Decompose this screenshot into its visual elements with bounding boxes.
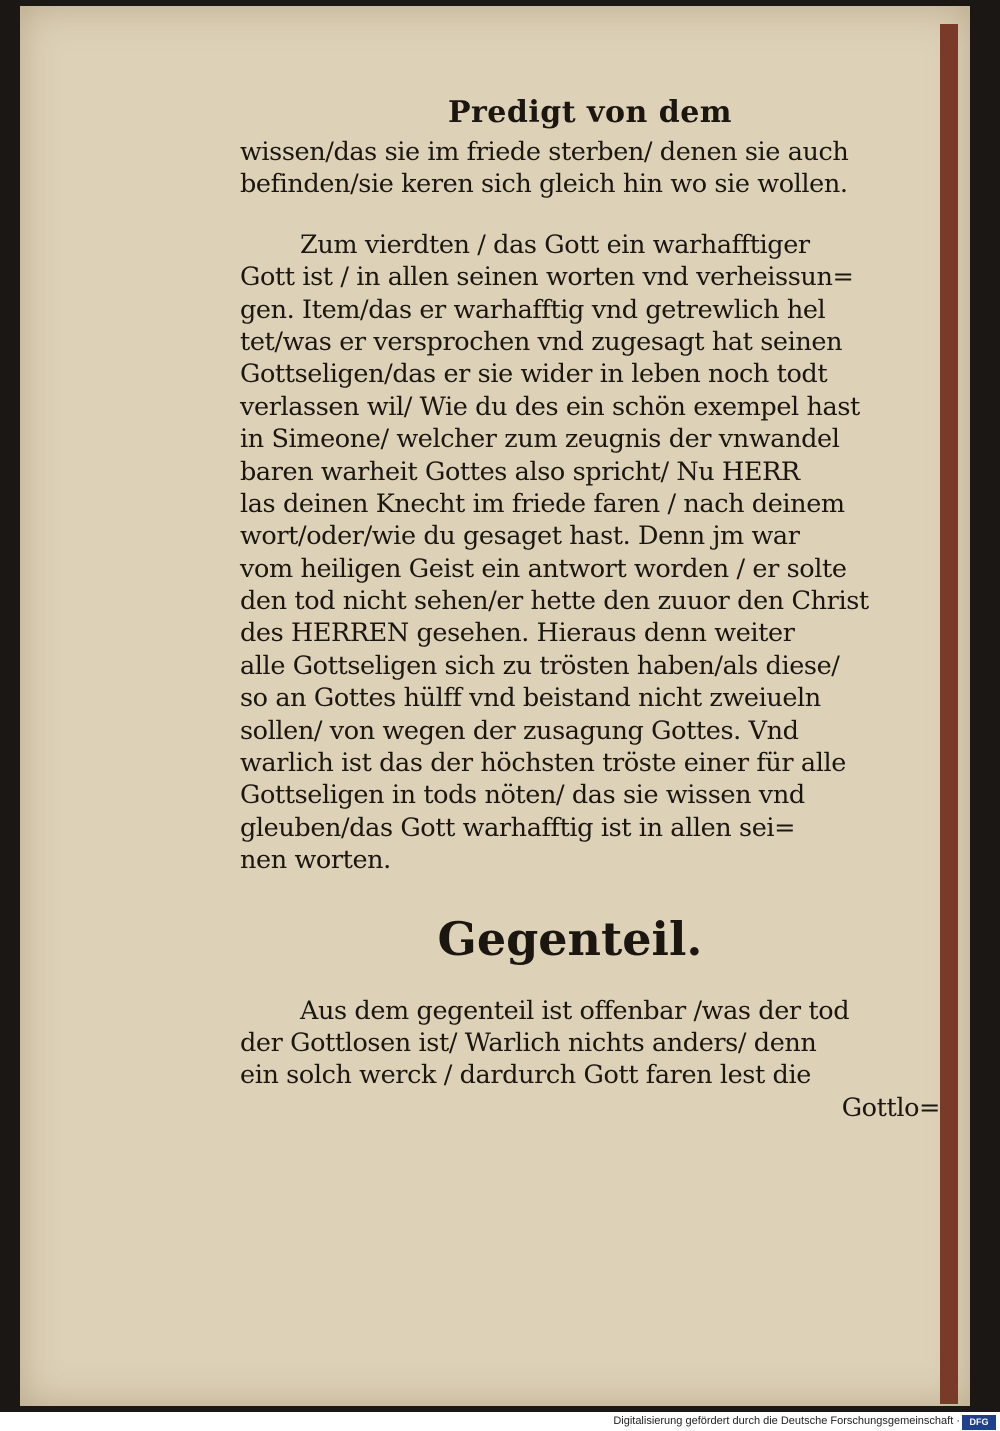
text-line: alle Gottseligen sich zu trösten haben/als diese/ — [240, 650, 840, 681]
running-head: Predigt von dem — [447, 95, 733, 130]
paragraph-3 — [240, 995, 940, 1125]
text-line: gen. Item/das er warhafftig vnd getrewlich hel — [240, 294, 826, 325]
text-line: Gott ist / in allen seinen worten vnd verheissun= — [240, 262, 854, 293]
page-edge — [940, 24, 958, 1404]
text-line: wissen/das sie im friede sterben/ denen sie auch — [240, 137, 849, 167]
paragraph-1 — [240, 136, 940, 201]
footer-bar — [0, 1412, 1000, 1431]
text-line: in Simeone/ welcher zum zeugnis der vnwandel — [240, 424, 840, 455]
text-line: verlassen wil/ Wie du des ein schön exempel hast — [240, 391, 860, 422]
catchword: Gottlo= — [841, 1092, 940, 1123]
text-line: der Gottlosen ist/ Warlich nichts anders/ denn — [240, 1027, 817, 1058]
text-line: wort/oder/wie du gesaget hast. Denn jm war — [240, 521, 800, 552]
text-line: las deinen Knecht im friede faren / nach deinem — [240, 488, 845, 519]
text-line: Gottseligen/das er sie wider in leben noch todt — [240, 359, 828, 390]
text-line: befinden/sie keren sich gleich hin wo sie wollen. — [240, 169, 848, 200]
text-line: sollen/ von wegen der zusagung Gottes. Vnd — [240, 715, 799, 746]
footer-credit: Digitalisierung gefördert durch die Deutsche Forschungsgemeinschaft · — [613, 1415, 960, 1427]
section-heading: Gegenteil. — [437, 911, 703, 966]
text-line: warlich ist das der höchsten tröste einer für alle — [240, 748, 846, 779]
text-line: den tod nicht sehen/er hette den zuuor den Christ — [240, 586, 869, 617]
text-line: Aus dem gegenteil ist offenbar /was der tod — [300, 995, 850, 1026]
text-line: vom heiligen Geist ein antwort worden / er solte — [240, 553, 847, 584]
paragraph-2 — [240, 229, 940, 877]
text-line: ein solch werck / dardurch Gott faren lest die — [240, 1060, 811, 1091]
text-line: tet/was er versprochen vnd zugesagt hat seinen — [240, 326, 843, 357]
text-block — [240, 95, 940, 1124]
dfg-logo: DFG — [962, 1415, 996, 1430]
text-line: des HERREN gesehen. Hieraus denn weiter — [240, 618, 795, 649]
text-line: so an Gottes hülff vnd beistand nicht zweiueln — [240, 683, 821, 714]
text-line: Zum vierdten / das Gott ein warhafftiger — [300, 229, 810, 260]
text-line: Gottseligen in tods nöten/ das sie wissen vnd — [240, 780, 805, 811]
text-line: nen worten. — [240, 845, 391, 876]
text-line: baren warheit Gottes also spricht/ Nu HERR — [240, 456, 800, 487]
text-line: gleuben/das Gott warhafftig ist in allen sei= — [240, 812, 796, 843]
